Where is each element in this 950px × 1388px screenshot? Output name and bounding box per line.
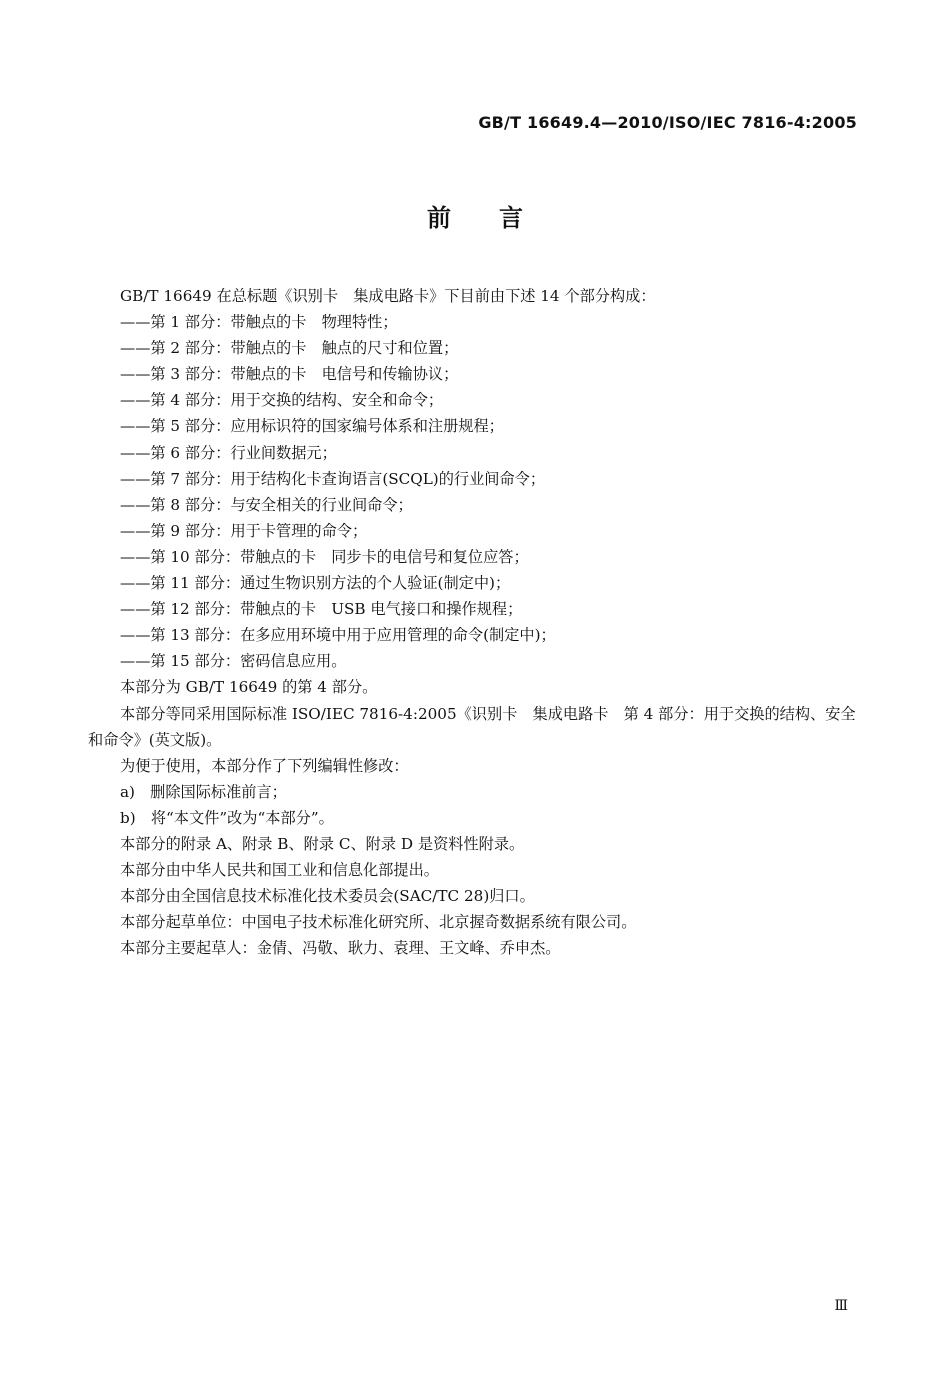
part-item: ——第 2 部分：带触点的卡 触点的尺寸和位置； <box>120 339 459 358</box>
part-item: ——第 8 部分：与安全相关的行业间命令； <box>120 495 413 514</box>
part-item: ——第 1 部分：带触点的卡 物理特性； <box>120 313 398 332</box>
part-item: ——第 15 部分：密码信息应用。 <box>120 652 347 671</box>
this-part-paragraph: 本部分为 GB/T 16649 的第 4 部分。 <box>120 678 378 697</box>
part-item: ——第 6 部分：行业间数据元； <box>120 443 337 462</box>
part-item: ——第 10 部分：带触点的卡 同步卡的电信号和复位应答； <box>120 547 529 566</box>
adoption-paragraph: 本部分等同采用国际标准 ISO/IEC 7816-4:2005《识别卡 集成电路卡 第 4 部分：用于交换的结构、安全和命令》(英文版)。 <box>88 704 856 749</box>
title-char-2: 言 <box>499 204 523 232</box>
document-code: GB/T 16649.4—2010/ISO/IEC 7816-4:2005 <box>478 113 857 132</box>
proposed-paragraph: 本部分由中华人民共和国工业和信息化部提出。 <box>120 861 439 880</box>
edits-intro-paragraph: 为便于使用，本部分作了下列编辑性修改： <box>120 756 409 775</box>
part-item: ——第 3 部分：带触点的卡 电信号和传输协议； <box>120 365 459 384</box>
part-item: ——第 9 部分：用于卡管理的命令； <box>120 521 368 540</box>
part-item: ——第 11 部分：通过生物识别方法的个人验证(制定中)； <box>120 574 511 593</box>
centralized-paragraph: 本部分由全国信息技术标准化技术委员会(SAC/TC 28)归口。 <box>120 887 535 906</box>
annex-paragraph: 本部分的附录 A、附录 B、附录 C、附录 D 是资料性附录。 <box>120 834 525 853</box>
page-number: Ⅲ <box>834 1298 848 1314</box>
page-title <box>0 198 950 233</box>
drafters-paragraph: 本部分主要起草人：金倩、冯敬、耿力、袁理、王文峰、乔申杰。 <box>120 939 561 958</box>
title-char-1: 前 <box>427 204 451 232</box>
part-item: ——第 7 部分：用于结构化卡查询语言(SCQL)的行业间命令； <box>120 469 546 488</box>
drafting-units-paragraph: 本部分起草单位：中国电子技术标准化研究所、北京握奇数据系统有限公司。 <box>120 913 637 932</box>
part-item: ——第 4 部分：用于交换的结构、安全和命令； <box>120 391 444 410</box>
intro-paragraph: GB/T 16649 在总标题《识别卡 集成电路卡》下目前由下述 14 个部分构成： <box>120 287 656 305</box>
edit-item: a) 删除国际标准前言； <box>120 782 287 801</box>
part-item: ——第 12 部分：带触点的卡 USB 电气接口和操作规程； <box>120 600 523 619</box>
edit-item: b) 将“本文件”改为“本部分”。 <box>120 808 334 827</box>
part-item: ——第 5 部分：应用标识符的国家编号体系和注册规程； <box>120 417 504 436</box>
foreword-body <box>88 283 860 961</box>
part-item: ——第 13 部分：在多应用环境中用于应用管理的命令(制定中)； <box>120 626 556 645</box>
